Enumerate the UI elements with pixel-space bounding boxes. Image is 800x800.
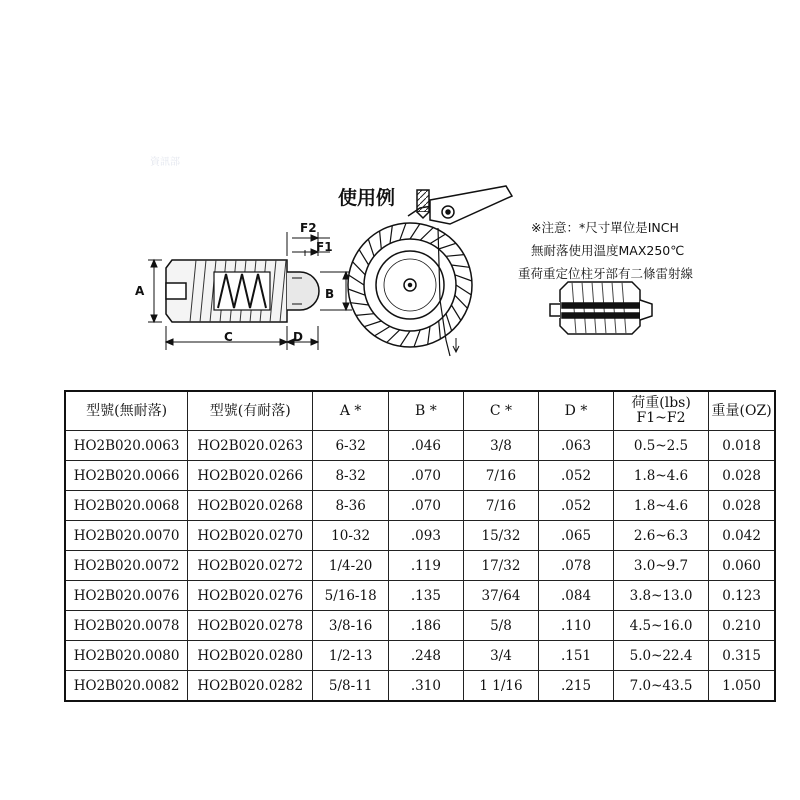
cell-b: .070 <box>389 461 464 491</box>
cell-a: 8-36 <box>313 491 389 521</box>
cell-c: 3/4 <box>463 641 538 671</box>
header-weight: 重量(OZ) <box>709 391 775 431</box>
laser-line-plunger-drawing <box>546 282 652 334</box>
cell-load: 0.5~2.5 <box>613 431 708 461</box>
dimension-label-b: B <box>325 287 335 301</box>
dimension-label-a: A <box>135 284 145 298</box>
cell-weight: 0.028 <box>709 491 775 521</box>
table-row <box>65 611 775 641</box>
cell-c: 7/16 <box>463 461 538 491</box>
cell-d: .065 <box>539 521 614 551</box>
header-a: A * <box>313 391 389 431</box>
dimension-label-f1: F1 <box>316 240 333 254</box>
dimension-label-d: D <box>293 330 303 344</box>
cell-c: 17/32 <box>463 551 538 581</box>
header-b: B * <box>389 391 464 431</box>
cell-model-nylok: HO2B020.0263 <box>188 431 313 461</box>
cell-weight: 0.315 <box>709 641 775 671</box>
cell-d: .215 <box>539 671 614 702</box>
dimension-label-c: C <box>224 330 233 344</box>
note-unit: ※注意：*尺寸單位是INCH <box>531 220 679 235</box>
cell-load: 7.0~43.5 <box>613 671 708 702</box>
cell-c: 15/32 <box>463 521 538 551</box>
cell-b: .310 <box>389 671 464 702</box>
cell-load: 3.0~9.7 <box>613 551 708 581</box>
note-laser-lines: 重荷重定位柱牙部有二條雷射線 <box>518 266 694 281</box>
header-load: 荷重(lbs) F1~F2 <box>613 391 708 431</box>
cell-b: .093 <box>389 521 464 551</box>
cell-d: .052 <box>539 461 614 491</box>
header-d: D * <box>539 391 614 431</box>
cell-model-no-nylok: HO2B020.0076 <box>65 581 188 611</box>
cell-model-no-nylok: HO2B020.0070 <box>65 521 188 551</box>
cell-weight: 0.028 <box>709 461 775 491</box>
cell-model-nylok: HO2B020.0276 <box>188 581 313 611</box>
table-row <box>65 581 775 611</box>
cell-b: .248 <box>389 641 464 671</box>
header-model-no-nylok: 型號(無耐落) <box>65 391 188 431</box>
cell-model-no-nylok: HO2B020.0078 <box>65 611 188 641</box>
cell-load: 4.5~16.0 <box>613 611 708 641</box>
cell-d: .151 <box>539 641 614 671</box>
table-row <box>65 521 775 551</box>
cell-a: 5/8-11 <box>313 671 389 702</box>
cell-model-no-nylok: HO2B020.0066 <box>65 461 188 491</box>
spec-table <box>64 390 776 702</box>
cell-model-nylok: HO2B020.0272 <box>188 551 313 581</box>
cell-b: .135 <box>389 581 464 611</box>
watermark-text: 資訊部 <box>150 157 180 168</box>
note-temperature: 無耐落使用溫度MAX250℃ <box>531 243 685 258</box>
dimension-label-f2: F2 <box>300 221 317 235</box>
header-c: C * <box>463 391 538 431</box>
cell-model-nylok: HO2B020.0268 <box>188 491 313 521</box>
cell-a: 8-32 <box>313 461 389 491</box>
cell-weight: 0.060 <box>709 551 775 581</box>
cell-d: .078 <box>539 551 614 581</box>
table-row <box>65 551 775 581</box>
cell-a: 5/16-18 <box>313 581 389 611</box>
cell-model-nylok: HO2B020.0280 <box>188 641 313 671</box>
cell-model-no-nylok: HO2B020.0068 <box>65 491 188 521</box>
cell-a: 1/2-13 <box>313 641 389 671</box>
cell-model-no-nylok: HO2B020.0080 <box>65 641 188 671</box>
cell-weight: 0.018 <box>709 431 775 461</box>
cell-model-nylok: HO2B020.0278 <box>188 611 313 641</box>
cell-load: 2.6~6.3 <box>613 521 708 551</box>
table-row <box>65 491 775 521</box>
cell-d: .063 <box>539 431 614 461</box>
plunger-diagram <box>0 0 800 380</box>
table-header-row <box>65 391 775 431</box>
cell-weight: 0.123 <box>709 581 775 611</box>
cell-model-nylok: HO2B020.0270 <box>188 521 313 551</box>
cell-c: 7/16 <box>463 491 538 521</box>
cell-load: 1.8~4.6 <box>613 491 708 521</box>
cell-weight: 0.210 <box>709 611 775 641</box>
cell-d: .110 <box>539 611 614 641</box>
usage-example-drawing <box>348 186 512 356</box>
cell-model-nylok: HO2B020.0282 <box>188 671 313 702</box>
cell-model-no-nylok: HO2B020.0072 <box>65 551 188 581</box>
cell-load: 5.0~22.4 <box>613 641 708 671</box>
side-view-drawing <box>166 260 319 322</box>
usage-example-title: 使用例 <box>338 187 396 209</box>
cell-c: 1 1/16 <box>463 671 538 702</box>
header-model-nylok: 型號(有耐落) <box>188 391 313 431</box>
cell-a: 3/8-16 <box>313 611 389 641</box>
cell-model-no-nylok: HO2B020.0063 <box>65 431 188 461</box>
cell-model-no-nylok: HO2B020.0082 <box>65 671 188 702</box>
cell-b: .070 <box>389 491 464 521</box>
cell-c: 5/8 <box>463 611 538 641</box>
table-row <box>65 671 775 702</box>
cell-b: .046 <box>389 431 464 461</box>
cell-a: 6-32 <box>313 431 389 461</box>
cell-a: 1/4-20 <box>313 551 389 581</box>
cell-b: .119 <box>389 551 464 581</box>
cell-load: 3.8~13.0 <box>613 581 708 611</box>
cell-weight: 1.050 <box>709 671 775 702</box>
cell-b: .186 <box>389 611 464 641</box>
table-row <box>65 641 775 671</box>
cell-model-nylok: HO2B020.0266 <box>188 461 313 491</box>
cell-c: 37/64 <box>463 581 538 611</box>
cell-d: .052 <box>539 491 614 521</box>
cell-a: 10-32 <box>313 521 389 551</box>
table-row <box>65 461 775 491</box>
cell-load: 1.8~4.6 <box>613 461 708 491</box>
cell-c: 3/8 <box>463 431 538 461</box>
table-row <box>65 431 775 461</box>
cell-weight: 0.042 <box>709 521 775 551</box>
cell-d: .084 <box>539 581 614 611</box>
